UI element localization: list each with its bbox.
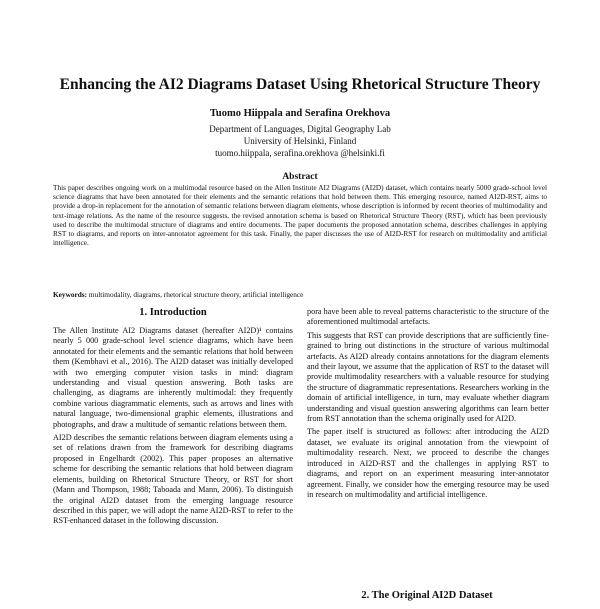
keywords-label: Keywords: <box>53 290 88 299</box>
abstract-heading: Abstract <box>282 172 318 182</box>
keywords-text: multimodality, diagrams, rhetorical structure theory, artificial intelligence <box>88 290 304 299</box>
intro-paragraph-3: pora have been able to reveal patterns characteristic to the structure of the aforementioned multimodal artefacts. <box>307 307 549 327</box>
paper-authors: Tuomo Hiippala and Serafina Orekhova <box>209 108 391 119</box>
affiliation-email: tuomo.hiippala, serafina.orekhova @helsinki.fi <box>215 148 385 158</box>
right-column <box>307 307 549 600</box>
intro-paragraph-5: The paper itself is structured as follows: after introducing the AI2D dataset, we evaluate its original annotation from the viewpoint of multimodality research. Next, we proceed to describe the changes introduced in AI2D-RST and the challenges in applying RST to diagrams, and report on an experiment measuring inter-annotator agreement. Finally, we consider how the emerging resource may be used in research on multimodality and artificial intelligence. <box>307 427 549 499</box>
intro-paragraph-2: AI2D describes the semantic relations between diagram elements using a set of relations drawn from the framework for describing diagrams proposed in Engelhardt (2002). This paper proposes an alternative scheme for describing the semantic relations that hold between diagram elements, building on Rhetorical Structure Theory, or RST for short (Mann and Thompson, 1988; Taboada and Mann, 2006). To distinguish the original AI2D dataset from the emerging language resource described in this paper, we will adopt the name AI2D-RST to refer to the RST-enhanced dataset in the following discussion. <box>53 433 293 526</box>
section-heading-introduction: 1. Introduction <box>139 307 207 318</box>
abstract-text: This paper describes ongoing work on a multimodal resource based on the Allen Institute AI2 Diagrams (AI2D) dataset, which contains nearly 5000 grade-school level science diagrams that have been annotated for their elements and the semantic relations that hold between them. This emerging resource, named AI2D-RST, aims to provide a drop-in replacement for the annotation of semantic relations between diagram elements, whose description is informed by recent theories of multimodality and text-image relations. As the name of the resource suggests, the revised annotation schema is based on Rhetorical Structure Theory (RST), which has been previously used to describe the multimodal structure of diagrams and entire documents. The paper documents the proposed annotation schema, describes challenges in applying RST to diagrams, and reports on inter-annotator agreement for this task. Finally, the paper discusses the use of AI2D-RST for research on multimodality and artificial intelligence. <box>53 183 547 248</box>
section-heading-original-dataset: 2. The Original AI2D Dataset <box>361 590 493 601</box>
affiliation-university: University of Helsinki, Finland <box>243 136 357 146</box>
intro-paragraph-4: This suggests that RST can provide descriptions that are sufficiently fine-grained to bring out distinctions in the structure of various multimodal artefacts. As AI2D already contains annotations for the diagram elements and their layout, we assume that the application of RST to the dataset will provide multimodality researchers with a valuable resource for studying the structure of diagrammatic representations. Researchers working in the domain of artificial intelligence, in turn, may evaluate whether diagram understanding and visual question answering algorithms can learn better from RST annotation than the schema originally used for AI2D. <box>307 330 549 424</box>
keywords <box>53 290 547 299</box>
left-column <box>53 307 293 600</box>
affiliation-department: Department of Languages, Digital Geography Lab <box>209 124 391 134</box>
intro-paragraph-1: The Allen Institute AI2 Diagrams dataset (hereafter AI2D)¹ contains nearly 5 000 grade-school level science diagrams, which have been annotated for their elements and the semantic relations that hold between them (Kembhavi et al., 2016). The AI2D dataset was initially developed with two emerging computer vision tasks in mind: diagram understanding and visual question answering. Both tasks are challenging, as diagrams are inherently multimodal: they frequently combine various diagrammatic elements, such as arrows and lines with natural language, two-dimensional graphic elements, illustrations and photographs, and draw a multitude of semantic relations between them. <box>53 326 293 429</box>
paper-title: Enhancing the AI2 Diagrams Dataset Using Rhetorical Structure Theory <box>59 76 541 93</box>
